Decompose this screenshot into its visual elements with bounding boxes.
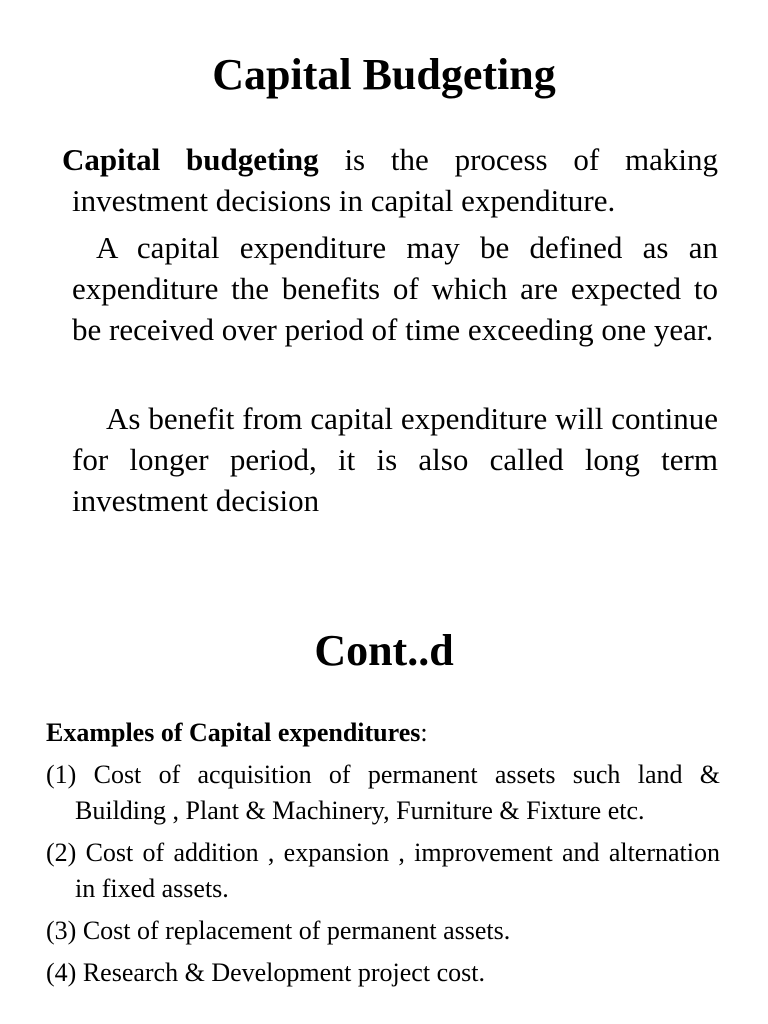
definition-text: is the process of making investment decisions in capital expenditure. bbox=[72, 142, 718, 218]
capital-expenditure-paragraph bbox=[72, 227, 718, 350]
list-item: (1) Cost of acquisition of permanent assets such land & Building , Plant & Machinery, Furniture & Fixture etc. bbox=[46, 760, 720, 825]
term-capital-budgeting: Capital budgeting bbox=[62, 142, 319, 177]
section-title: Cont..d bbox=[314, 626, 454, 675]
list-item: (4) Research & Development project cost. bbox=[46, 958, 485, 987]
page-title: Capital Budgeting bbox=[212, 50, 556, 99]
long-term-text: As benefit from capital expenditure will continue for longer period, it is also called long term investment decision bbox=[72, 401, 718, 518]
definition-paragraph bbox=[62, 139, 718, 221]
capital-expenditure-text: A capital expenditure may be defined as an expenditure the benefits of which are expected to be received over period of time exceeding one year. bbox=[72, 230, 718, 347]
examples-heading bbox=[46, 715, 720, 751]
slide-contd bbox=[0, 560, 768, 1024]
examples-heading-colon: : bbox=[420, 718, 428, 747]
examples-list bbox=[46, 715, 720, 997]
list-item: (2) Cost of addition , expansion , improvement and alternation in fixed assets. bbox=[46, 838, 720, 903]
list-item: (3) Cost of replacement of permanent assets. bbox=[46, 916, 511, 945]
long-term-paragraph bbox=[72, 398, 718, 521]
examples-heading-label: Examples of Capital expenditures bbox=[46, 718, 421, 747]
